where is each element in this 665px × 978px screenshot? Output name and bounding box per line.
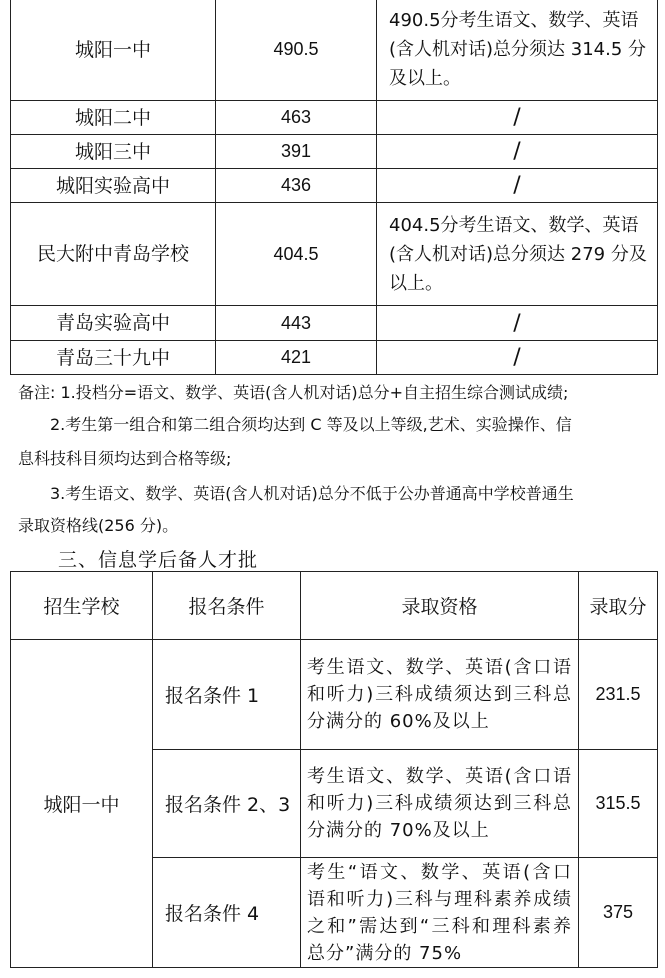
school-name: 城阳一中 <box>11 0 216 101</box>
column-header: 录取分 <box>579 572 658 640</box>
score-value: 391 <box>216 135 377 169</box>
column-header: 招生学校 <box>11 572 153 640</box>
section-title: 三、信息学后备人才批 <box>58 549 259 571</box>
score-value: 490.5 <box>216 0 377 101</box>
score-value: 315.5 <box>579 750 658 858</box>
table-row <box>11 306 658 341</box>
score-note: / <box>377 135 658 169</box>
remark-line-1: 备注: 1.投档分=语文、数学、英语(含人机对话)总分+自主招生综合测试成绩; <box>18 383 569 402</box>
remark-line-3: 3.考生语文、数学、英语(含人机对话)总分不低于公办普通高中学校普通生 <box>50 484 574 503</box>
score-value: 436 <box>216 169 377 203</box>
table-header-row <box>11 572 658 640</box>
remark-line-3-cont: 录取资格线(256 分)。 <box>18 516 179 535</box>
score-note: / <box>377 169 658 203</box>
score-value: 421 <box>216 341 377 375</box>
requirement-text: 考生语文、数学、英语(含口语和听力)三科成绩须达到三科总分满分的 60%及以上 <box>301 640 579 750</box>
score-note: 490.5分考生语文、数学、英语(含人机对话)总分须达 314.5 分及以上。 <box>377 0 658 101</box>
remark-line-2: 2.考生第一组合和第二组合须均达到 C 等及以上等级,艺术、实验操作、信 <box>50 415 572 434</box>
admission-scores-table <box>10 0 658 375</box>
school-name: 民大附中青岛学校 <box>11 203 216 306</box>
school-name: 青岛三十九中 <box>11 341 216 375</box>
score-note: / <box>377 341 658 375</box>
table-row <box>11 341 658 375</box>
table-row <box>11 101 658 135</box>
table-row <box>11 0 658 101</box>
score-value: 443 <box>216 306 377 341</box>
requirement-text: 考生语文、数学、英语(含口语和听力)三科成绩须达到三科总分满分的 70%及以上 <box>301 750 579 858</box>
score-value: 404.5 <box>216 203 377 306</box>
reserve-talent-table <box>10 571 658 968</box>
school-name: 青岛实验高中 <box>11 306 216 341</box>
school-name: 城阳二中 <box>11 101 216 135</box>
condition-label: 报名条件 1 <box>153 640 301 750</box>
school-name: 城阳三中 <box>11 135 216 169</box>
requirement-text: 考生“语文、数学、英语(含口语和听力)三科与理科素养成绩之和”需达到“三科和理科素养总分”满分的 75% <box>301 858 579 968</box>
table-row <box>11 169 658 203</box>
school-name: 城阳一中 <box>11 640 153 968</box>
column-header: 录取资格 <box>301 572 579 640</box>
score-note: 404.5分考生语文、数学、英语(含人机对话)总分须达 279 分及以上。 <box>377 203 658 306</box>
score-value: 375 <box>579 858 658 968</box>
score-value: 463 <box>216 101 377 135</box>
condition-label: 报名条件 2、3 <box>153 750 301 858</box>
score-note: / <box>377 101 658 135</box>
score-note: / <box>377 306 658 341</box>
condition-label: 报名条件 4 <box>153 858 301 968</box>
table-row <box>11 135 658 169</box>
score-value: 231.5 <box>579 640 658 750</box>
table-row <box>11 203 658 306</box>
remark-line-2-cont: 息科技科目须均达到合格等级; <box>18 449 232 468</box>
column-header: 报名条件 <box>153 572 301 640</box>
school-name: 城阳实验高中 <box>11 169 216 203</box>
table-row <box>11 640 658 750</box>
